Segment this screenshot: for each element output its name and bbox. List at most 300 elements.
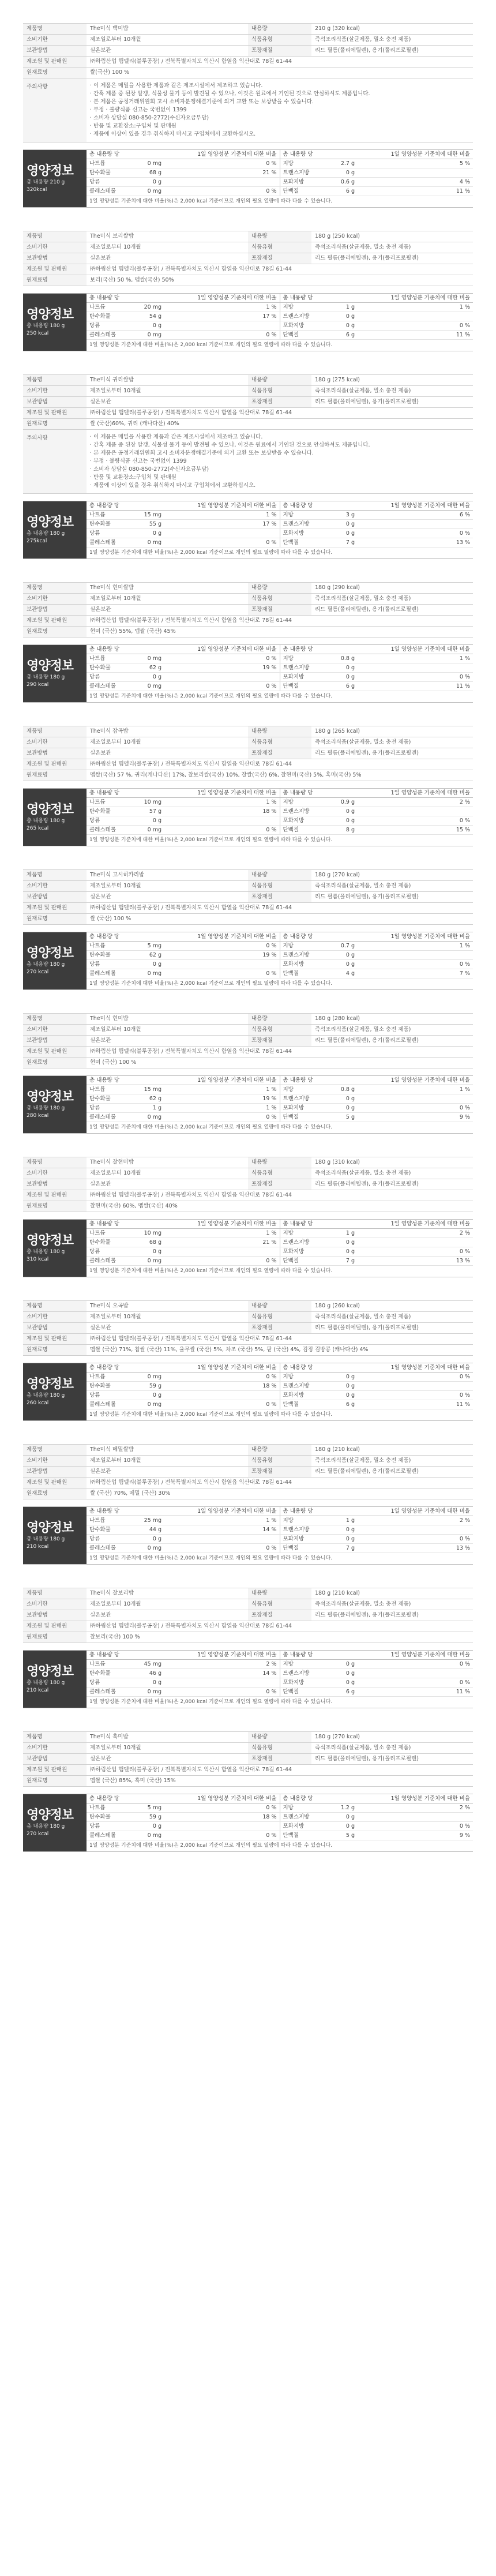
col-header-percent: 1일 영양성분 기준치에 대한 비율	[164, 1220, 280, 1229]
nutrient-label: 단백질	[280, 1400, 326, 1409]
nutrient-label: 포화지방	[280, 1822, 326, 1831]
label-maker: 제조원 및 판매원	[23, 1478, 87, 1488]
nutrient-label: 콜레스테롤	[87, 969, 133, 978]
nutrient-percent	[358, 1382, 473, 1391]
nutrient-percent: 1 %	[358, 1085, 473, 1094]
nutrient-percent: 15 %	[358, 826, 473, 835]
product-name: The미식 찰현미밥	[87, 1157, 248, 1168]
nutrient-label: 콜레스테롤	[87, 331, 133, 340]
label-capacity: 내용량	[248, 1157, 311, 1168]
shelf-life: 제조일로부터 10개월	[87, 386, 248, 397]
nutrient-label: 트랜스지방	[280, 951, 326, 960]
col-header-percent-2: 1일 영양성분 기준치에 대한 비율	[358, 1220, 473, 1229]
nutrient-label: 지방	[280, 1373, 326, 1382]
nutrition-table-wrap	[87, 1076, 473, 1133]
caution-item: · 제품에 이상이 있을 경우 취식하지 마시고 구입처에서 교환하십시오.	[90, 482, 469, 490]
label-packaging: 포장재질	[248, 1323, 311, 1334]
label-type: 식품유형	[248, 386, 311, 397]
nutrient-label: 나트륨	[87, 1803, 133, 1813]
product-name: The미식 오곡밥	[87, 1301, 248, 1312]
nutrient-amount: 0 g	[326, 673, 358, 682]
product-info-table	[23, 726, 473, 781]
label-material: 원재료명	[23, 914, 87, 925]
label-packaging: 포장재질	[248, 397, 311, 408]
nutrient-percent: 0 %	[358, 1822, 473, 1831]
nutrient-label: 탄수화물	[87, 312, 133, 321]
nutrient-percent: 0 %	[164, 538, 280, 548]
nutrient-amount: 6 g	[326, 1688, 358, 1697]
nutrition-footnote: 1일 영양성분 기준치에 대한 비율(%)은 2,000 kcal 기준이므로 개인의 필요 열량에 따라 다를 수 있습니다.	[89, 198, 333, 204]
packaging-material: 리드 필름(폴리에틸렌), 용기(폴리프로필렌)	[311, 253, 473, 264]
nutrient-label: 트랜스지방	[280, 1238, 326, 1247]
nutrient-percent	[164, 529, 280, 538]
nutrient-percent: 21 %	[164, 168, 280, 178]
nutrition-header	[23, 294, 87, 351]
col-header-amount-2: 총 내용량 당	[280, 1076, 358, 1085]
label-packaging: 포장재질	[248, 253, 311, 264]
nutrient-label: 포화지방	[280, 529, 326, 538]
nutrient-amount: 20 mg	[133, 303, 164, 312]
col-header-amount-2: 총 내용량 당	[280, 789, 358, 798]
nutrient-percent: 11 %	[358, 331, 473, 340]
packaging-material: 리드 필름(폴리에틸렌), 용기(폴리프로필렌)	[311, 1610, 473, 1621]
raw-materials: 멥쌀(국산) 57 %, 귀리(캐나다산) 17%, 찰보리쌀(국산) 10%, 찰쌀(국산) 6%, 찰현미(국산) 5%, 흑미(국산) 5%	[87, 770, 473, 781]
storage-method: 실온보관	[87, 1323, 248, 1334]
label-name: 제품명	[23, 1588, 87, 1599]
product-block	[23, 374, 473, 559]
col-header-percent-2: 1일 영양성분 기준치에 대한 비율	[358, 789, 473, 798]
shelf-life: 제조일로부터 10개월	[87, 1599, 248, 1610]
product-capacity: 180 g (290 kcal)	[311, 583, 473, 594]
product-info-table	[23, 231, 473, 286]
nutrient-amount: 0 g	[326, 1822, 358, 1831]
nutrient-row	[87, 1094, 473, 1104]
nutrient-row	[87, 1544, 473, 1553]
serving-size: 총 내용량 180 g	[27, 674, 65, 680]
nutrient-amount: 0 g	[133, 1391, 164, 1400]
nutrient-label: 당류	[87, 178, 133, 187]
nutrition-table-wrap	[87, 1363, 473, 1420]
nutrient-row	[87, 178, 473, 187]
nutrient-amount: 2.7 g	[326, 159, 358, 168]
nutrient-label: 콜레스테롤	[87, 1400, 133, 1409]
storage-method: 실온보관	[87, 46, 248, 57]
nutrient-row	[87, 1085, 473, 1094]
nutrient-row	[87, 960, 473, 969]
label-shelf: 소비기한	[23, 242, 87, 253]
nutrition-header	[23, 150, 87, 207]
nutrient-label: 당류	[87, 673, 133, 682]
product-info-table	[23, 1300, 473, 1356]
nutrient-row	[87, 663, 473, 673]
col-header-percent: 1일 영양성분 기준치에 대한 비율	[164, 1363, 280, 1373]
nutrient-amount: 0 g	[133, 529, 164, 538]
nutrition-table	[87, 789, 473, 835]
label-shelf: 소비기한	[23, 1599, 87, 1610]
nutrient-percent: 1 %	[358, 303, 473, 312]
manufacturer: ㈜하림산업 햄델리(블루공장) / 전북특별자치도 익산시 함열읍 익산대로 78길 61-44	[87, 1334, 473, 1345]
nutrient-percent	[358, 312, 473, 321]
nutrient-percent: 0 %	[358, 1104, 473, 1113]
product-capacity: 180 g (260 kcal)	[311, 1301, 473, 1312]
nutrient-percent: 2 %	[358, 1516, 473, 1525]
nutrient-label: 단백질	[280, 1544, 326, 1553]
nutrient-label: 탄수화물	[87, 1382, 133, 1391]
label-capacity: 내용량	[248, 726, 311, 737]
nutrition-panel	[23, 644, 473, 703]
caution-item: · 소비자 상담실 080-850-2772(수신자요금부담)	[90, 466, 469, 474]
nutrient-amount: 0 g	[133, 1535, 164, 1544]
nutrient-amount: 0 g	[326, 312, 358, 321]
product-block	[23, 582, 473, 703]
nutrient-label: 단백질	[280, 1113, 326, 1122]
nutrient-percent	[358, 663, 473, 673]
nutrient-amount: 54 g	[133, 312, 164, 321]
nutrition-footnote: 1일 영양성분 기준치에 대한 비율(%)은 2,000 kcal 기준이므로 개인의 필요 열량에 따라 다를 수 있습니다.	[89, 1555, 333, 1561]
manufacturer: ㈜하림산업 햄델리(블루공장) / 전북특별자치도 익산시 함열읍 익산대로 78길 61-44	[87, 264, 473, 275]
nutrient-amount: 0 g	[326, 1660, 358, 1669]
nutrition-header	[23, 501, 87, 558]
nutrition-header	[23, 1651, 87, 1708]
nutrient-row	[87, 1678, 473, 1688]
nutrient-label: 단백질	[280, 1688, 326, 1697]
label-capacity: 내용량	[248, 1301, 311, 1312]
packaging-material: 리드 필름(폴리에틸렌), 용기(폴리프로필렌)	[311, 1179, 473, 1190]
label-maker: 제조원 및 판매원	[23, 264, 87, 275]
product-block	[23, 869, 473, 990]
label-material: 원재료명	[23, 1058, 87, 1068]
packaging-material: 리드 필름(폴리에틸렌), 용기(폴리프로필렌)	[311, 1323, 473, 1334]
caution-item: · 제품에 이상이 있을 경우 취식하지 마시고 구입처에서 교환하십시오.	[90, 130, 469, 138]
product-list	[23, 23, 473, 1852]
nutrient-percent: 0 %	[358, 529, 473, 538]
nutrient-amount: 45 mg	[133, 1660, 164, 1669]
nutrition-panel	[23, 1506, 473, 1565]
nutrient-label: 탄수화물	[87, 1525, 133, 1535]
nutrition-title: 영양정보	[27, 515, 74, 530]
nutrient-amount: 7 g	[326, 1257, 358, 1266]
nutrition-panel	[23, 501, 473, 559]
nutrient-percent: 19 %	[164, 663, 280, 673]
nutrition-table-wrap	[87, 501, 473, 558]
label-capacity: 내용량	[248, 1588, 311, 1599]
nutrient-amount: 1 g	[326, 1229, 358, 1238]
nutrient-percent: 13 %	[358, 1544, 473, 1553]
raw-materials: 쌀 (국산) 100 %	[87, 914, 473, 925]
label-type: 식품유형	[248, 1312, 311, 1323]
col-header-percent-2: 1일 영양성분 기준치에 대한 비율	[358, 1794, 473, 1803]
packaging-material: 리드 필름(폴리에틸렌), 용기(폴리프로필렌)	[311, 46, 473, 57]
label-storage: 보관방법	[23, 1467, 87, 1478]
product-info-table	[23, 1013, 473, 1068]
nutrition-table	[87, 932, 473, 978]
calories: 280 kcal	[27, 1112, 49, 1119]
caution-item: · 본 제품은 공정거래위원회 고시 소비자분쟁해결기준에 의거 교환 또는 보상받을 수 있습니다.	[90, 98, 469, 106]
nutrient-percent: 17 %	[164, 312, 280, 321]
manufacturer: ㈜하림산업 햄델리(블루공장) / 전북특별자치도 익산시 함열읍 익산대로 78길 61-44	[87, 759, 473, 770]
storage-method: 실온보관	[87, 253, 248, 264]
nutrient-row	[87, 1822, 473, 1831]
nutrient-row	[87, 1525, 473, 1535]
nutrient-amount: 0 g	[326, 1535, 358, 1544]
nutrient-percent: 0 %	[164, 942, 280, 951]
label-packaging: 포장재질	[248, 1179, 311, 1190]
nutrient-amount: 46 g	[133, 1669, 164, 1678]
nutrient-amount: 6 g	[326, 187, 358, 196]
nutrient-label: 당류	[87, 529, 133, 538]
packaging-material: 리드 필름(폴리에틸렌), 용기(폴리프로필렌)	[311, 1036, 473, 1047]
nutrient-percent: 0 %	[164, 159, 280, 168]
food-type: 즉석조리식품(살균제품, 밀소 충전 제품)	[311, 1312, 473, 1323]
label-name: 제품명	[23, 1732, 87, 1743]
nutrient-label: 지방	[280, 1660, 326, 1669]
nutrient-amount: 5 mg	[133, 942, 164, 951]
col-header-percent: 1일 영양성분 기준치에 대한 비율	[164, 789, 280, 798]
nutrient-amount: 0 g	[326, 1382, 358, 1391]
col-header-percent-2: 1일 영양성분 기준치에 대한 비율	[358, 294, 473, 303]
nutrient-amount: 0 g	[326, 816, 358, 826]
nutrition-table-wrap	[87, 789, 473, 846]
col-header-amount: 총 내용량 당	[87, 150, 164, 159]
col-header-percent-2: 1일 영양성분 기준치에 대한 비율	[358, 932, 473, 942]
nutrient-percent: 2 %	[164, 1660, 280, 1669]
nutrition-footnote: 1일 영양성분 기준치에 대한 비율(%)은 2,000 kcal 기준이므로 개인의 필요 열량에 따라 다를 수 있습니다.	[89, 342, 333, 348]
nutrient-percent: 19 %	[164, 951, 280, 960]
nutrient-amount: 62 g	[133, 951, 164, 960]
nutrient-label: 지방	[280, 303, 326, 312]
col-header-amount: 총 내용량 당	[87, 1794, 164, 1803]
col-header-amount: 총 내용량 당	[87, 501, 164, 511]
label-storage: 보관방법	[23, 1179, 87, 1190]
label-material: 원재료명	[23, 1345, 87, 1356]
nutrient-percent: 18 %	[164, 807, 280, 816]
nutrient-label: 지방	[280, 1229, 326, 1238]
label-capacity: 내용량	[248, 231, 311, 242]
nutrition-header	[23, 932, 87, 989]
nutrient-row	[87, 1516, 473, 1525]
nutrient-percent: 1 %	[358, 654, 473, 663]
nutrient-row	[87, 826, 473, 835]
nutrient-percent: 1 %	[164, 1085, 280, 1094]
shelf-life: 제조일로부터 10개월	[87, 35, 248, 46]
caution-item: · 간혹 제품 중 된장 알갱, 식물성 물기 등이 발견될 수 있으나, 이것은 원료에서 기인된 것으로 안심하셔도 제품입니다.	[90, 441, 469, 449]
shelf-life: 제조일로부터 10개월	[87, 1456, 248, 1467]
nutrient-amount: 44 g	[133, 1525, 164, 1535]
col-header-amount: 총 내용량 당	[87, 1220, 164, 1229]
nutrient-row	[87, 312, 473, 321]
label-type: 식품유형	[248, 1168, 311, 1179]
nutrition-panel	[23, 1650, 473, 1708]
serving-size: 총 내용량 180 g	[27, 1392, 65, 1398]
nutrient-amount: 1.2 g	[326, 1803, 358, 1813]
nutrition-header	[23, 1220, 87, 1277]
food-type: 즉석조리식품(살균제품, 밀소 충전 제품)	[311, 881, 473, 892]
nutrient-percent	[164, 1678, 280, 1688]
product-block	[23, 726, 473, 846]
label-maker: 제조원 및 판매원	[23, 616, 87, 627]
nutrient-amount: 5 g	[326, 1831, 358, 1840]
nutrient-percent	[164, 1391, 280, 1400]
nutrition-title: 영양정보	[27, 307, 74, 322]
nutrient-percent	[358, 168, 473, 178]
nutrient-label: 지방	[280, 1085, 326, 1094]
nutrient-percent: 0 %	[358, 1391, 473, 1400]
col-header-amount-2: 총 내용량 당	[280, 1220, 358, 1229]
nutrition-panel	[23, 932, 473, 990]
nutrient-amount: 0 g	[326, 1525, 358, 1535]
nutrient-percent: 0 %	[164, 826, 280, 835]
product-info-table	[23, 582, 473, 638]
nutrient-percent: 1 %	[164, 1516, 280, 1525]
nutrient-percent	[358, 1094, 473, 1104]
nutrition-title: 영양정보	[27, 1808, 74, 1823]
product-block	[23, 231, 473, 351]
nutrient-percent: 1 %	[164, 1229, 280, 1238]
label-material: 원재료명	[23, 1776, 87, 1787]
nutrient-amount: 0 g	[326, 807, 358, 816]
manufacturer: ㈜하림산업 햄델리(블루공장) / 전북특별자치도 익산시 함열읍 익산대로 78길 61-44	[87, 1047, 473, 1058]
col-header-amount: 총 내용량 당	[87, 1076, 164, 1085]
nutrition-title: 영양정보	[27, 1664, 74, 1679]
nutrient-amount: 0 g	[133, 1678, 164, 1688]
nutrient-label: 포화지방	[280, 1247, 326, 1257]
nutrition-table-wrap	[87, 1651, 473, 1708]
product-capacity: 180 g (210 kcal)	[311, 1445, 473, 1456]
label-notes: 주의사항	[23, 78, 87, 143]
nutrient-percent: 0 %	[164, 331, 280, 340]
nutrient-label: 당류	[87, 1822, 133, 1831]
nutrient-amount: 68 g	[133, 168, 164, 178]
label-shelf: 소비기한	[23, 1025, 87, 1036]
serving-size: 총 내용량 180 g	[27, 1105, 65, 1111]
nutrient-label: 지방	[280, 511, 326, 520]
nutrient-label: 포화지방	[280, 1104, 326, 1113]
nutrition-header	[23, 1076, 87, 1133]
label-name: 제품명	[23, 1157, 87, 1168]
caution-item: · 이 제품은 메밀을 사용한 제품과 같은 제조시설에서 제조하고 있습니다.	[90, 82, 469, 90]
label-packaging: 포장재질	[248, 1467, 311, 1478]
label-type: 식품유형	[248, 881, 311, 892]
product-capacity: 180 g (270 kcal)	[311, 1732, 473, 1743]
food-type: 즉석조리식품(살균제품, 밀소 충전 제품)	[311, 594, 473, 605]
nutrition-footnote: 1일 영양성분 기준치에 대한 비율(%)은 2,000 kcal 기준이므로 개인의 필요 열량에 따라 다를 수 있습니다.	[89, 693, 333, 699]
food-type: 즉석조리식품(살균제품, 밀소 충전 제품)	[311, 386, 473, 397]
nutrient-label: 트랜스지방	[280, 1813, 326, 1822]
food-type: 즉석조리식품(살균제품, 밀소 충전 제품)	[311, 242, 473, 253]
nutrient-row	[87, 682, 473, 691]
nutrient-label: 탄수화물	[87, 951, 133, 960]
product-capacity: 180 g (275 kcal)	[311, 375, 473, 386]
nutrition-title: 영양정보	[27, 1377, 74, 1392]
nutrient-percent: 11 %	[358, 1400, 473, 1409]
packaging-material: 리드 필름(폴리에틸렌), 용기(폴리프로필렌)	[311, 605, 473, 616]
nutrient-row	[87, 1669, 473, 1678]
product-name: The미식 현미쌀밥	[87, 583, 248, 594]
nutrient-label: 단백질	[280, 1257, 326, 1266]
nutrition-title: 영양정보	[27, 802, 74, 817]
shelf-life: 제조일로부터 10개월	[87, 1025, 248, 1036]
nutrition-title: 영양정보	[27, 1233, 74, 1248]
nutrient-amount: 0 mg	[133, 1257, 164, 1266]
product-capacity: 210 g (320 kcal)	[311, 24, 473, 35]
nutrition-header	[23, 1794, 87, 1851]
nutrient-row	[87, 538, 473, 548]
label-material: 원재료명	[23, 68, 87, 78]
nutrient-percent: 14 %	[164, 1525, 280, 1535]
nutrient-label: 트랜스지방	[280, 1094, 326, 1104]
product-info-table	[23, 1157, 473, 1212]
nutrient-amount: 62 g	[133, 663, 164, 673]
nutrient-percent: 2 %	[358, 798, 473, 807]
nutrient-amount: 0 mg	[133, 1688, 164, 1697]
food-type: 즉석조리식품(살균제품, 밀소 충전 제품)	[311, 1456, 473, 1467]
nutrient-amount: 0 g	[326, 529, 358, 538]
nutrient-label: 나트륨	[87, 1373, 133, 1382]
nutrient-label: 나트륨	[87, 798, 133, 807]
nutrient-percent: 1 %	[358, 942, 473, 951]
nutrient-percent: 1 %	[164, 303, 280, 312]
nutrition-footnote: 1일 영양성분 기준치에 대한 비율(%)은 2,000 kcal 기준이므로 개인의 필요 열량에 따라 다를 수 있습니다.	[89, 1843, 333, 1848]
nutrient-percent: 13 %	[358, 538, 473, 548]
col-header-percent: 1일 영양성분 기준치에 대한 비율	[164, 932, 280, 942]
nutrient-amount: 10 mg	[133, 1229, 164, 1238]
nutrient-percent: 0 %	[164, 969, 280, 978]
nutrient-amount: 5 g	[326, 1113, 358, 1122]
serving-size: 총 내용량 180 g	[27, 323, 65, 329]
nutrient-label: 단백질	[280, 682, 326, 691]
nutrient-percent: 9 %	[358, 1831, 473, 1840]
nutrient-amount: 0 mg	[133, 187, 164, 196]
food-type: 즉석조리식품(살균제품, 밀소 충전 제품)	[311, 737, 473, 748]
nutrition-table	[87, 501, 473, 548]
nutrient-percent	[164, 178, 280, 187]
storage-method: 실온보관	[87, 605, 248, 616]
nutrient-amount: 0 mg	[133, 969, 164, 978]
col-header-percent: 1일 영양성분 기준치에 대한 비율	[164, 1651, 280, 1660]
manufacturer: ㈜하림산업 햄델리(블루공장) / 전북특별자치도 익산시 함열읍 익산대로 78길 61-44	[87, 57, 473, 68]
storage-method: 실온보관	[87, 1179, 248, 1190]
nutrient-label: 나트륨	[87, 511, 133, 520]
label-shelf: 소비기한	[23, 1743, 87, 1754]
label-type: 식품유형	[248, 35, 311, 46]
nutrient-label: 단백질	[280, 826, 326, 835]
product-name: The미식 찰보리밥	[87, 1588, 248, 1599]
calories: 265 kcal	[27, 825, 49, 831]
nutrient-amount: 0 g	[326, 1104, 358, 1113]
nutrient-label: 탄수화물	[87, 168, 133, 178]
nutrient-percent: 5 %	[358, 159, 473, 168]
nutrient-row	[87, 969, 473, 978]
nutrient-amount: 7 g	[326, 538, 358, 548]
caution-item: · 반품 및 교환장소:구입처 및 판매원	[90, 474, 469, 482]
serving-size: 총 내용량 180 g	[27, 1823, 65, 1829]
serving-size: 총 내용량 180 g	[27, 1679, 65, 1686]
nutrient-percent: 21 %	[164, 1238, 280, 1247]
label-notes: 주의사항	[23, 430, 87, 494]
nutrient-amount: 55 g	[133, 520, 164, 529]
nutrient-percent: 9 %	[358, 1113, 473, 1122]
nutrient-label: 탄수화물	[87, 1669, 133, 1678]
nutrient-amount: 57 g	[133, 807, 164, 816]
nutrition-table	[87, 1651, 473, 1697]
product-name: The미식 보리쌀밥	[87, 231, 248, 242]
label-shelf: 소비기한	[23, 594, 87, 605]
nutrient-amount: 6 g	[326, 331, 358, 340]
serving-size: 총 내용량 180 g	[27, 818, 65, 824]
label-type: 식품유형	[248, 594, 311, 605]
nutrient-label: 포화지방	[280, 321, 326, 331]
nutrient-label: 지방	[280, 1803, 326, 1813]
